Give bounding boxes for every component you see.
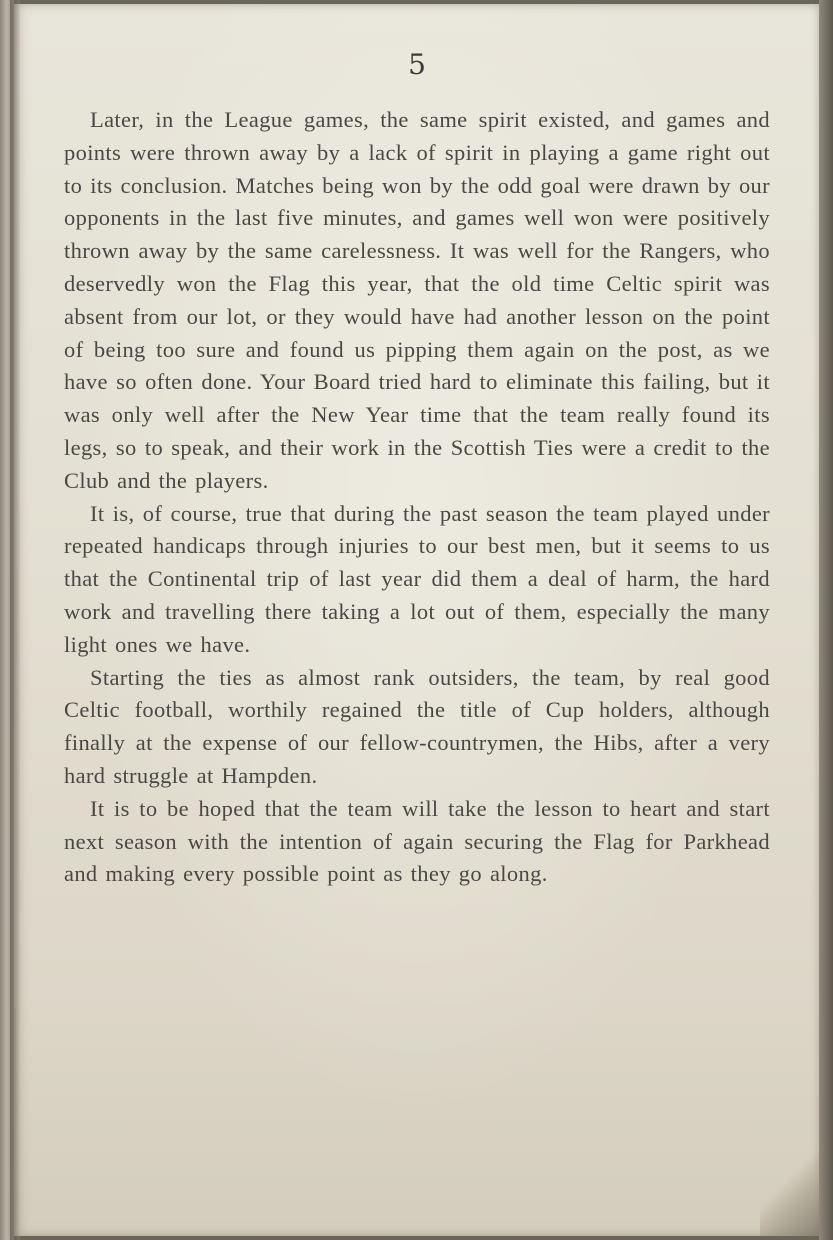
binding-gutter (10, 0, 20, 1240)
paragraph-cup-ties: Starting the ties as almost rank outsiders, the team, by real good Celtic football, worthily regained the title of Cup holders, although finally at the expense of our fellow-countrymen, the Hibs, after a very hard struggle at Hampden. (64, 664, 770, 788)
page-body (64, 104, 770, 891)
paragraph-next-season: It is to be hoped that the team will take the lesson to heart and start next season with the intention of again securing the Flag for Parkhead and making every possible point as they go along. (64, 795, 770, 887)
paragraph-handicaps: It is, of course, true that during the past season the team played under repeated handicaps through injuries to our best men, but it seems to us that the Continental trip of last year did them a deal of harm, the hard work and travelling there taking a lot out of them, especially the many light ones we have. (64, 500, 770, 657)
right-page-edge (819, 0, 833, 1240)
paragraph-league-games: Later, in the League games, the same spirit existed, and games and points were thrown away by a lack of spirit in playing a game right out to its conclusion. Matches being won by the odd goal were drawn by our opponents in the last five minutes, and games well won were positively thrown away by the same carelessness. It was well for the Rangers, who deservedly won the Flag this year, that the old time Celtic spirit was absent from our lot, or they would have had another lesson on the point of being too sure and found us pipping them again on the post, as we have so often done. Your Board tried hard to eliminate this failing, but it was only well after the New Year time that the team really found its legs, so to speak, and their work in the Scottish Ties were a credit to the Club and the players. (64, 107, 770, 493)
worn-corner (760, 1096, 820, 1236)
page-number: 5 (408, 48, 426, 81)
book-page (14, 4, 821, 1236)
